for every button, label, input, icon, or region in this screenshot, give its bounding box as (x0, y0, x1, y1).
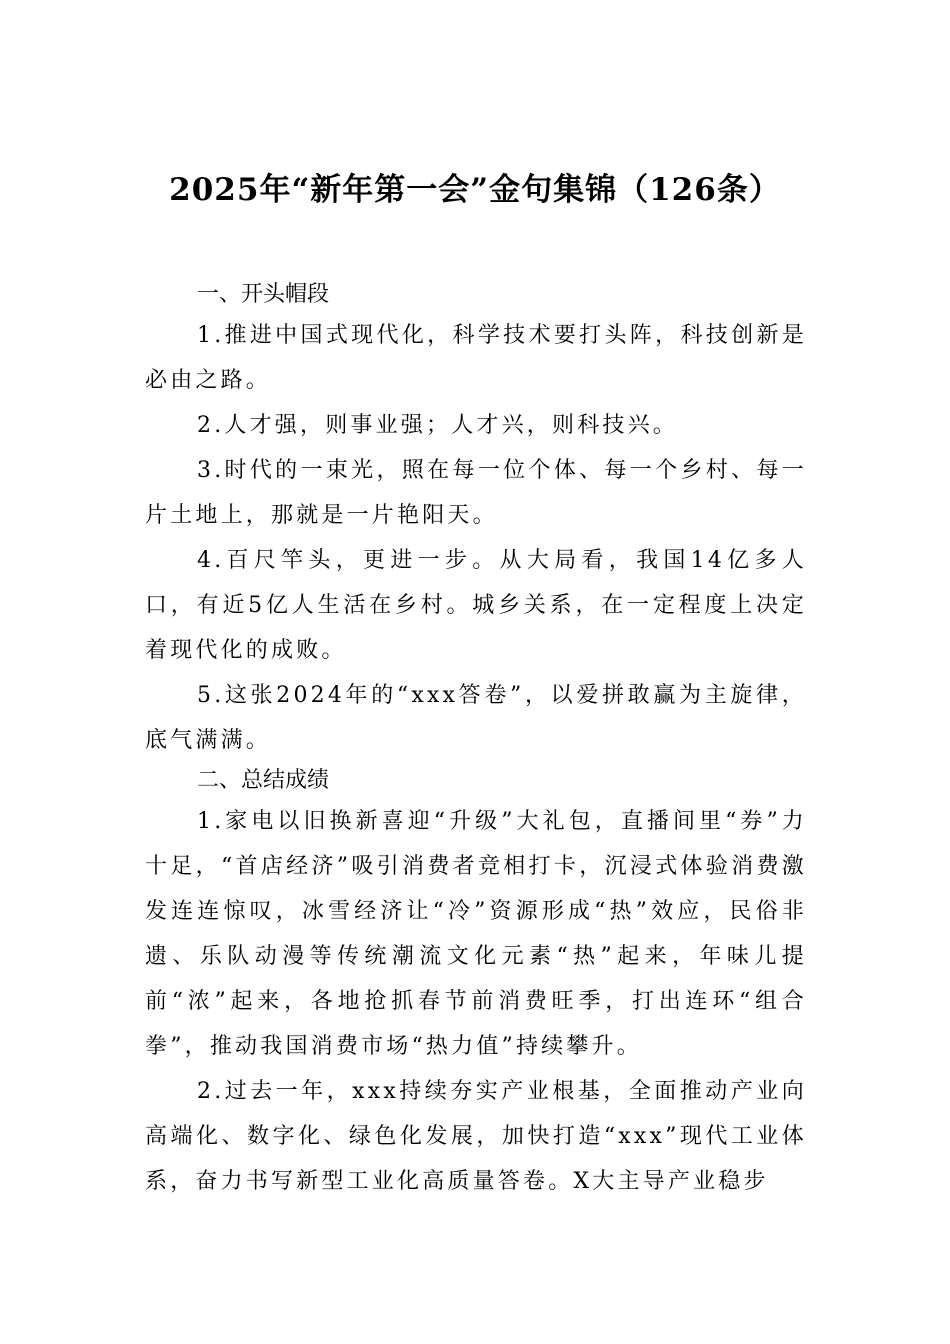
paragraph: 2.过去一年，xxx持续夯实产业根基，全面推动产业向高端化、数字化、绿色化发展，加快打造“xxx”现代工业体系，奋力书写新型工业化高质量答卷。X大主导产业稳步 (145, 1079, 807, 1194)
document-body (145, 277, 807, 1204)
paragraph: 3.时代的一束光，照在每一位个体、每一个乡村、每一片土地上，那就是一片艳阳天。 (145, 458, 807, 528)
paragraph: 5.这张2024年的“xxx答卷”，以爱拼敢赢为主旋律，底气满满。 (145, 683, 807, 753)
document-title: 2025年“新年第一会”金句集锦（126条） (169, 172, 781, 208)
paragraph: 2.人才强，则事业强；人才兴，则科技兴。 (197, 413, 678, 438)
paragraph: 1.家电以旧换新喜迎“升级”大礼包，直播间里“券”力十足，“首店经济”吸引消费者竞相打卡，沉浸式体验消费激发连连惊叹，冰雪经济让“冷”资源形成“热”效应，民俗非遗、乐队动漫等传统潮流文化元素“热”起来，年味儿提前“浓”起来，各地抢抓春节前消费旺季，打出连环“组合拳”，推动我国消费市场“热力值”持续攀升。 (145, 809, 807, 1059)
section-heading-achievements: 二、总结成绩 (197, 768, 330, 793)
section-heading-opening: 一、开头帽段 (197, 282, 330, 307)
paragraph: 1.推进中国式现代化，科学技术要打头阵，科技创新是必由之路。 (145, 323, 807, 393)
paragraph: 4.百尺竿头，更进一步。从大局看，我国14亿多人口，有近5亿人生活在乡村。城乡关系，在一定程度上决定着现代化的成败。 (145, 548, 807, 663)
